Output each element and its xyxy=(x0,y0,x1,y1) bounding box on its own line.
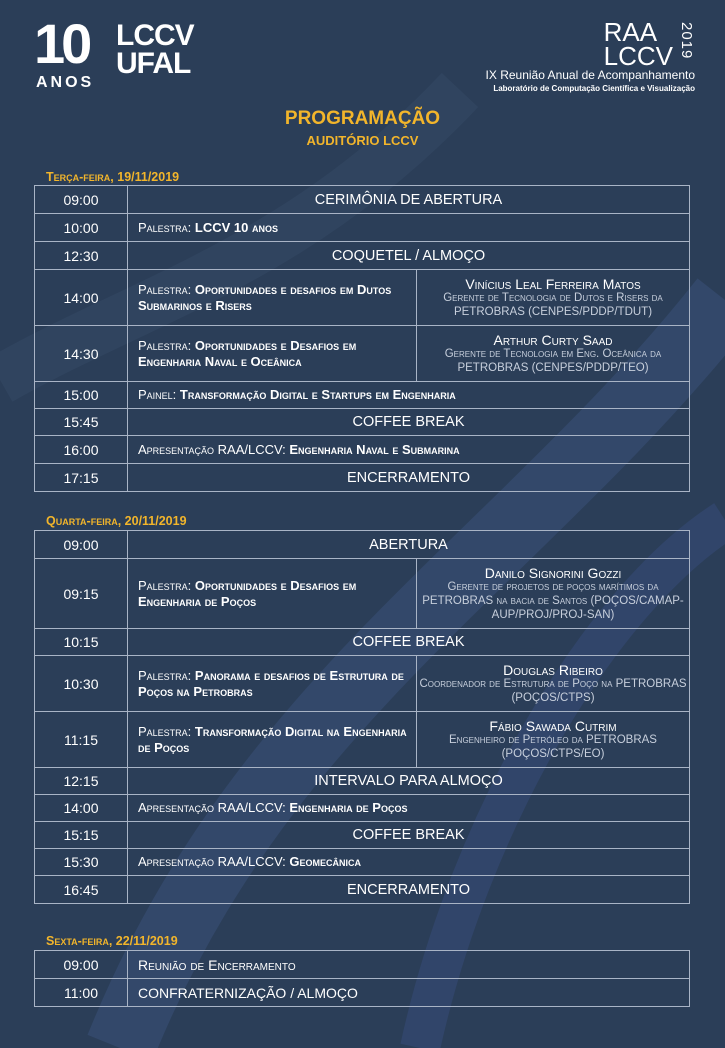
speaker-name: Fábio Sawada Cutrim xyxy=(489,717,617,734)
event-cell xyxy=(128,436,690,464)
time-cell: 14:00 xyxy=(35,795,128,822)
raa-logo xyxy=(435,18,695,98)
time-cell: 16:00 xyxy=(35,436,128,464)
speaker-cell xyxy=(417,656,690,712)
logo-ten: 10 xyxy=(34,12,89,75)
schedule-row xyxy=(35,979,690,1007)
schedule-row xyxy=(35,436,690,464)
event-cell xyxy=(128,326,417,382)
event-cell: INTERVALO PARA ALMOÇO xyxy=(128,768,690,795)
time-cell: 11:15 xyxy=(35,712,128,768)
schedule-row xyxy=(35,214,690,242)
event-type: Apresentação RAA/LCCV: xyxy=(138,441,290,457)
time-cell: 10:30 xyxy=(35,656,128,712)
raa-line2: LCCV xyxy=(603,41,673,71)
speaker-role: Gerente de projetos de poços marítimos da PETROBRAS na bacia de Santos (POÇOS/CAMAP-AUP/PROJ/PROJ-SAN) xyxy=(422,580,684,621)
event-cell: CERIMÔNIA DE ABERTURA xyxy=(128,186,690,214)
event-cell xyxy=(128,270,417,326)
event-type: Palestra: xyxy=(138,281,195,297)
event-title: Engenharia de Poços xyxy=(289,800,408,815)
speaker-cell xyxy=(417,326,690,382)
schedule-row xyxy=(35,559,690,629)
event-title: Geomecânica xyxy=(289,854,362,869)
time-cell: 17:15 xyxy=(35,464,128,492)
event-cell xyxy=(128,656,417,712)
event-title: Transformação Digital na Engenharia de Poços xyxy=(138,723,407,755)
time-cell: 15:15 xyxy=(35,822,128,849)
event-title: Oportunidades e Desafios em Engenharia de Poços xyxy=(138,577,357,609)
schedule-row xyxy=(35,531,690,559)
event-type: Apresentação RAA/LCCV: xyxy=(138,854,290,869)
time-cell: 14:30 xyxy=(35,326,128,382)
schedule-row xyxy=(35,951,690,979)
speaker-name: Danilo Signorini Gozzi xyxy=(484,564,622,581)
event-title: Panorama e desafios de Estrutura de Poços na Petrobras xyxy=(138,667,404,699)
schedule-row xyxy=(35,326,690,382)
schedule-row xyxy=(35,464,690,492)
schedule-table xyxy=(34,185,690,492)
time-cell: 12:30 xyxy=(35,242,128,270)
logo-ufal: UFAL xyxy=(116,47,191,80)
speaker-role: Coordenador de Estrutura de Poço na PETROBRAS (POÇOS/CTPS) xyxy=(419,677,687,704)
event-title: Transformação Digital e Startups em Engenharia xyxy=(179,387,456,402)
time-cell: 10:15 xyxy=(35,629,128,656)
raa-mark xyxy=(603,17,673,71)
event-title: Oportunidades e desafios em Dutos Submarinos e Risers xyxy=(138,281,392,313)
time-cell: 14:00 xyxy=(35,270,128,326)
event-cell: COFFEE BREAK xyxy=(128,822,690,849)
logo-lccv: LCCV xyxy=(116,19,194,52)
event-type: Palestra: xyxy=(138,219,195,235)
event-type: Apresentação RAA/LCCV: xyxy=(138,800,290,815)
time-cell: 15:00 xyxy=(35,382,128,409)
page-title: PROGRAMAÇÃO xyxy=(284,108,441,129)
lccv-10-anos-logo xyxy=(34,12,224,96)
event-cell: CONFRATERNIZAÇÃO / ALMOÇO xyxy=(128,979,690,1007)
event-title: Engenharia Naval e Submarina xyxy=(289,441,460,457)
event-cell: COFFEE BREAK xyxy=(128,409,690,436)
schedule-table xyxy=(34,530,690,904)
time-cell: 15:45 xyxy=(35,409,128,436)
schedule-row xyxy=(35,849,690,876)
raa-event: IX Reunião Anual de Acompanhamento xyxy=(485,68,695,82)
schedule-row xyxy=(35,712,690,768)
speaker-role: Gerente de Tecnologia em Eng. Oceânica da PETROBRAS (CENPES/PDDP/TEO) xyxy=(444,347,662,374)
schedule-table xyxy=(34,950,690,1007)
event-cell: ABERTURA xyxy=(128,531,690,559)
event-cell: Reunião de Encerramento xyxy=(128,951,690,979)
time-cell: 15:30 xyxy=(35,849,128,876)
speaker-name: Arthur Curty Saad xyxy=(493,331,613,348)
schedule-row xyxy=(35,242,690,270)
page-subtitle: AUDITÓRIO LCCV xyxy=(306,133,419,148)
speaker-cell xyxy=(417,270,690,326)
event-cell xyxy=(128,849,690,876)
speaker-role: Gerente de Tecnologia de Dutos e Risers da PETROBRAS (CENPES/PDDP/TDUT) xyxy=(443,291,663,318)
event-cell: COQUETEL / ALMOÇO xyxy=(128,242,690,270)
time-cell: 11:00 xyxy=(35,979,128,1007)
event-type: Palestra: xyxy=(138,723,195,739)
schedule-row xyxy=(35,876,690,904)
time-cell: 12:15 xyxy=(35,768,128,795)
schedule-row xyxy=(35,768,690,795)
schedule-row xyxy=(35,629,690,656)
event-cell xyxy=(128,382,690,409)
schedule-row xyxy=(35,186,690,214)
day-label: Sexta-feira, 22/11/2019 xyxy=(46,934,178,948)
speaker-role: Engenheiro de Petróleo da PETROBRAS (POÇOS/CTPS/EO) xyxy=(449,733,657,760)
event-title: LCCV 10 anos xyxy=(194,219,278,235)
raa-line1: RAA xyxy=(603,17,658,47)
speaker-name: Douglas Ribeiro xyxy=(503,661,603,678)
event-cell: ENCERRAMENTO xyxy=(128,464,690,492)
schedule-row xyxy=(35,795,690,822)
event-cell xyxy=(128,795,690,822)
event-cell xyxy=(128,712,417,768)
time-cell: 10:00 xyxy=(35,214,128,242)
time-cell: 09:15 xyxy=(35,559,128,629)
event-cell xyxy=(128,214,690,242)
speaker-cell xyxy=(417,712,690,768)
event-cell: COFFEE BREAK xyxy=(128,629,690,656)
time-cell: 16:45 xyxy=(35,876,128,904)
event-title: Oportunidades e Desafios em Engenharia Naval e Oceânica xyxy=(138,337,357,369)
event-type: Palestra: xyxy=(138,577,195,593)
event-type: Palestra: xyxy=(138,337,195,353)
day-label: Quarta-feira, 20/11/2019 xyxy=(46,514,187,528)
raa-year: 2019 xyxy=(678,22,695,60)
schedule-row xyxy=(35,270,690,326)
speaker-cell xyxy=(417,559,690,629)
event-cell xyxy=(128,559,417,629)
event-cell: ENCERRAMENTO xyxy=(128,876,690,904)
speaker-name: Vinícius Leal Ferreira Matos xyxy=(465,275,641,292)
time-cell: 09:00 xyxy=(35,186,128,214)
raa-lab: Laboratório de Computação Científica e Visualização xyxy=(493,84,695,93)
time-cell: 09:00 xyxy=(35,531,128,559)
event-type: Painel: xyxy=(138,387,180,402)
schedule-row xyxy=(35,382,690,409)
schedule-row xyxy=(35,409,690,436)
schedule-row xyxy=(35,656,690,712)
schedule-row xyxy=(35,822,690,849)
logo-anos: ANOS xyxy=(36,74,95,91)
time-cell: 09:00 xyxy=(35,951,128,979)
event-type: Palestra: xyxy=(138,667,195,683)
day-label: Terça-feira, 19/11/2019 xyxy=(46,170,180,184)
